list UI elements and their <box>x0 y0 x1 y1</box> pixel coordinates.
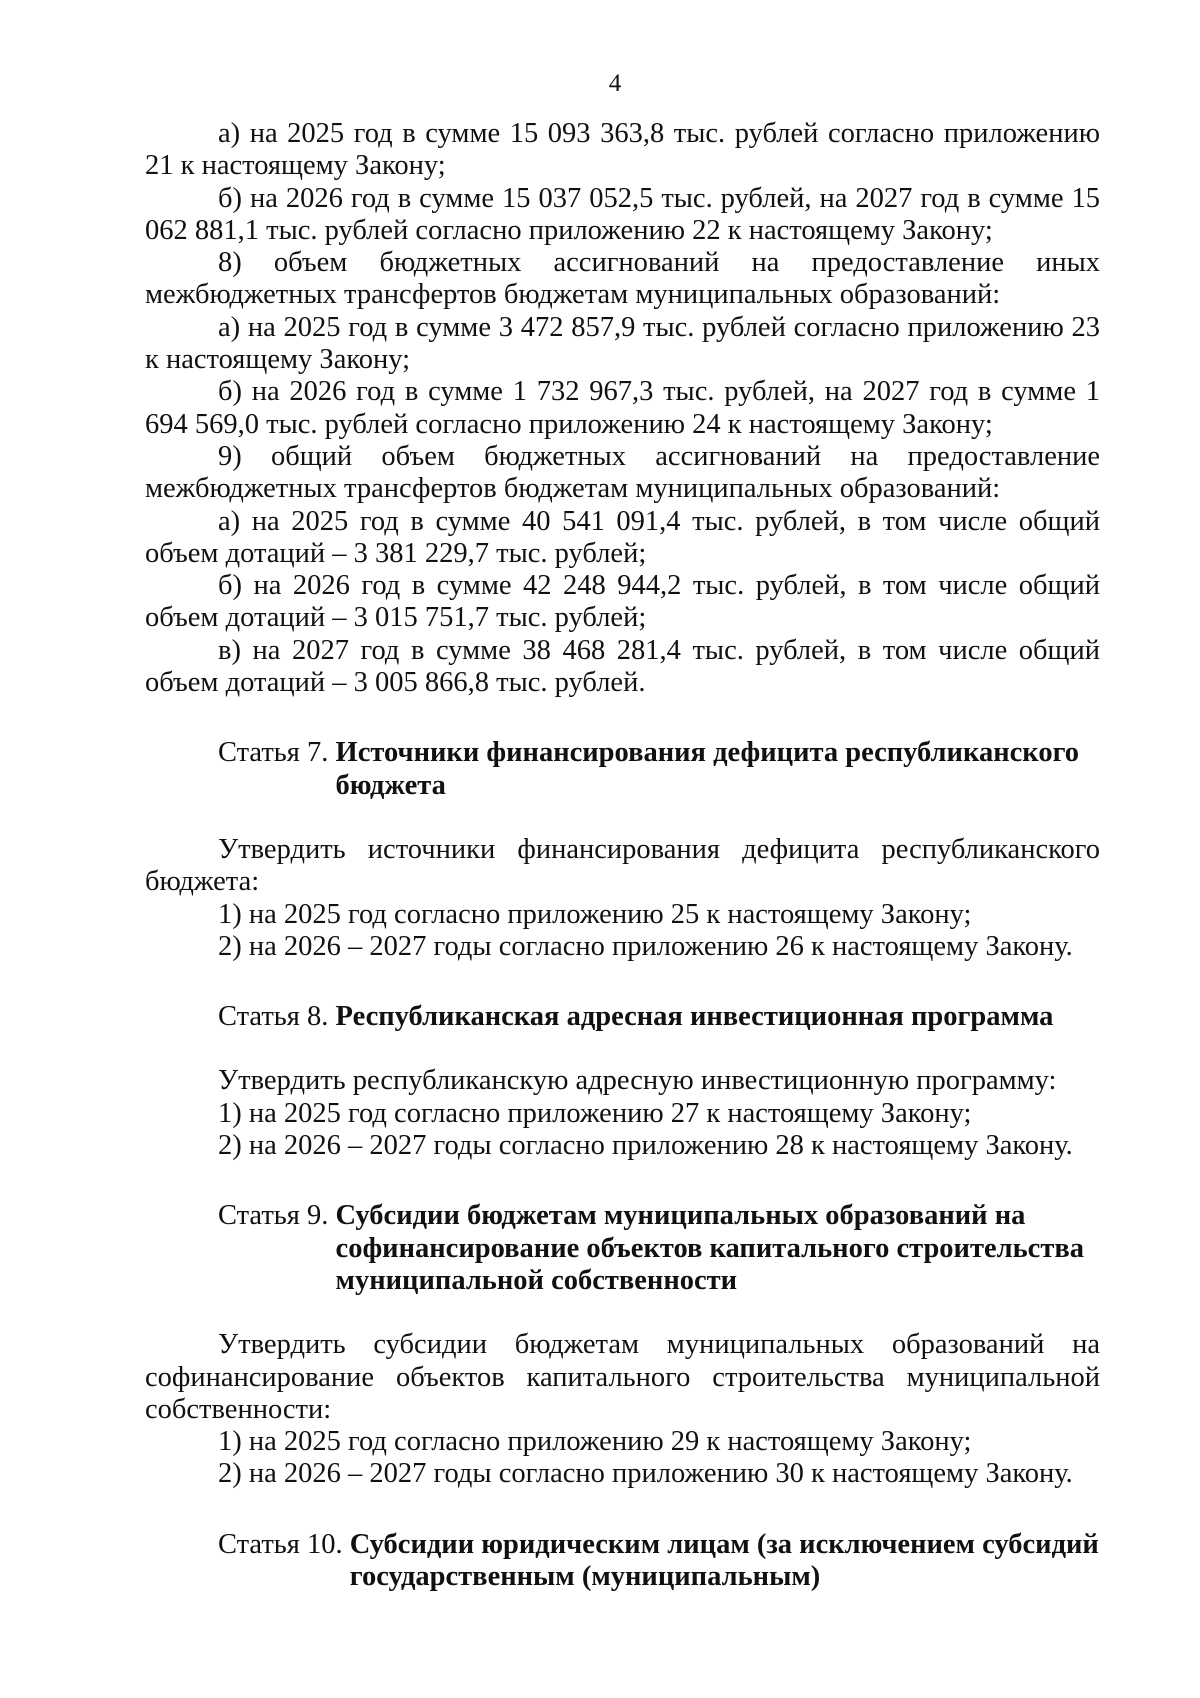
paragraph: Утвердить источники финансирования дефицита республиканского бюджета: <box>145 833 1100 898</box>
paragraph: 8) объем бюджетных ассигнований на предоставление иных межбюджетных трансфертов бюджетам муниципальных образований: <box>145 247 1100 311</box>
paragraph: Утвердить республиканскую адресную инвестиционную программу: <box>218 1065 1057 1097</box>
paragraph: Утвердить субсидии бюджетам муниципальных образований на софинансирование объектов капитального строительства муниципальной собственности: <box>145 1329 1100 1425</box>
article-10-heading <box>145 1529 1100 1594</box>
paragraph: 1) на 2025 год согласно приложению 25 к настоящему Закону; <box>218 898 972 930</box>
article-title: Субсидии бюджетам муниципальных образований на софинансирование объектов капитального строительства муниципальной собственности <box>335 1200 1084 1296</box>
article-title: Республиканская адресная инвестиционная программа <box>335 1001 1054 1033</box>
paragraph: 1) на 2025 год согласно приложению 27 к настоящему Закону; <box>218 1097 972 1129</box>
article-number: Статья 7. <box>218 737 336 769</box>
article-number: Статья 9. <box>218 1200 336 1232</box>
document-body <box>145 118 1100 1593</box>
paragraph: б) на 2026 год в сумме 15 037 052,5 тыс. рублей, на 2027 год в сумме 15 062 881,1 тыс. рублей согласно приложению 22 к настоящему Закону; <box>145 182 1100 246</box>
article-title: Источники финансирования дефицита республиканского бюджета <box>335 737 1080 801</box>
page-number: 4 <box>608 70 622 97</box>
paragraph: 2) на 2026 – 2027 годы согласно приложению 30 к настоящему Закону. <box>218 1458 1073 1490</box>
article-7-heading <box>145 737 1100 802</box>
article-title: Субсидии юридическим лицам (за исключением субсидий государственным (муниципальным) <box>349 1528 1099 1592</box>
paragraph: а) на 2025 год в сумме 15 093 363,8 тыс. рублей согласно приложению 21 к настоящему Закону; <box>145 118 1100 182</box>
article-number: Статья 10. <box>218 1528 350 1560</box>
paragraph: 2) на 2026 – 2027 годы согласно приложению 26 к настоящему Закону. <box>218 930 1073 962</box>
paragraph: в) на 2027 год в сумме 38 468 281,4 тыс. рублей, в том числе общий объем дотаций – 3 005 866,8 тыс. рублей. <box>145 634 1100 699</box>
paragraph: б) на 2026 год в сумме 42 248 944,2 тыс. рублей, в том числе общий объем дотаций – 3 015 751,7 тыс. рублей; <box>145 570 1100 634</box>
paragraph: б) на 2026 год в сумме 1 732 967,3 тыс. рублей, на 2027 год в сумме 1 694 569,0 тыс. рублей согласно приложению 24 к настоящему Закону; <box>145 376 1100 440</box>
article-number: Статья 8. <box>218 1001 336 1033</box>
paragraph: 9) общий объем бюджетных ассигнований на предоставление межбюджетных трансфертов бюджетам муниципальных образований: <box>145 440 1100 505</box>
paragraph: 1) на 2025 год согласно приложению 29 к настоящему Закону; <box>218 1426 972 1458</box>
article-9-heading <box>145 1200 1100 1297</box>
article-8-heading <box>145 1001 1100 1033</box>
paragraph: а) на 2025 год в сумме 3 472 857,9 тыс. рублей согласно приложению 23 к настоящему Закону; <box>145 311 1100 376</box>
paragraph: а) на 2025 год в сумме 40 541 091,4 тыс. рублей, в том числе общий объем дотаций – 3 381 229,7 тыс. рублей; <box>145 505 1100 569</box>
paragraph: 2) на 2026 – 2027 годы согласно приложению 28 к настоящему Закону. <box>218 1130 1073 1162</box>
